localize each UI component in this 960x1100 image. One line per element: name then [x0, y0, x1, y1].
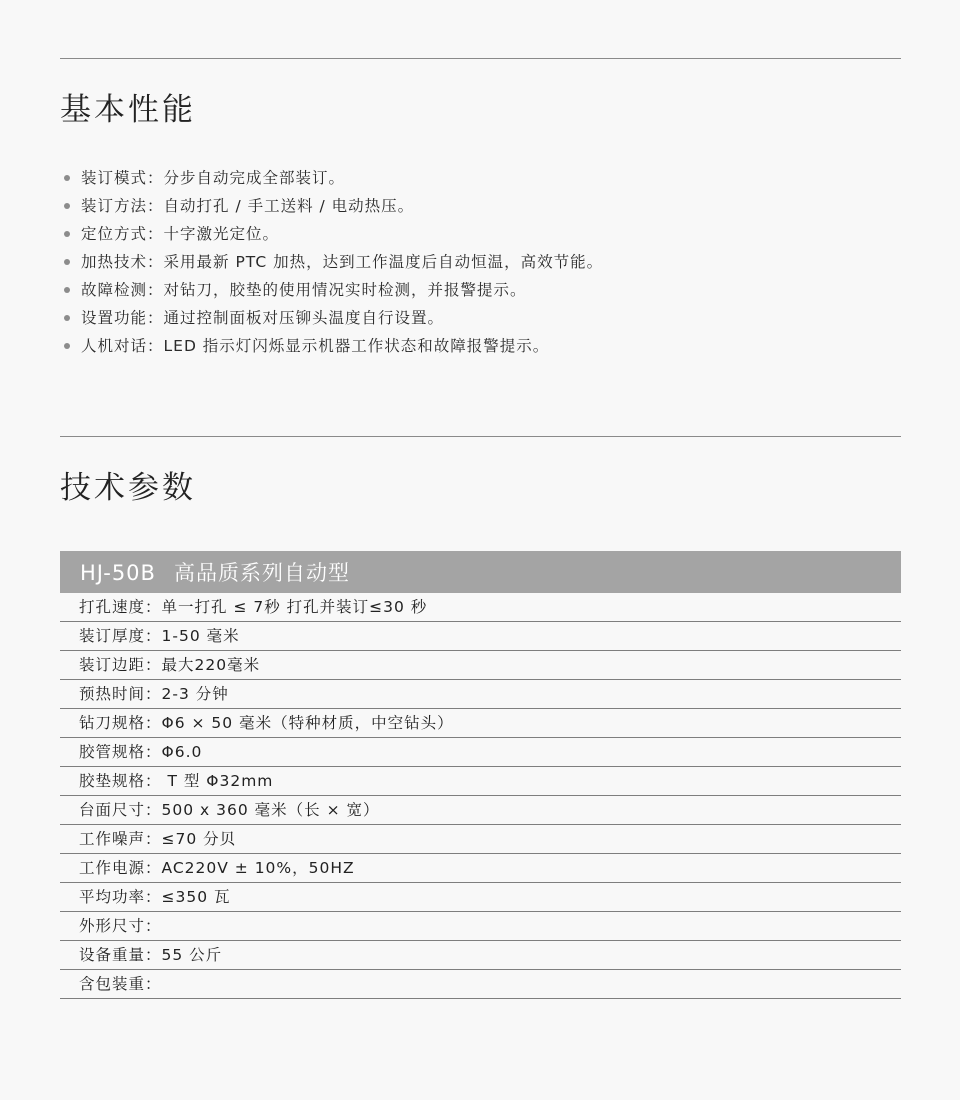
- feature-label: 人机对话：: [81, 337, 164, 355]
- bullet-icon: [64, 287, 70, 293]
- spec-label: 装订厚度：: [79, 627, 162, 645]
- bullet-icon: [64, 259, 70, 265]
- spec-label: 平均功率：: [79, 888, 162, 906]
- spec-row: [60, 854, 901, 883]
- feature-label: 定位方式：: [81, 225, 164, 243]
- feature-label: 装订模式：: [81, 169, 164, 187]
- feature-label: 加热技术：: [81, 253, 164, 271]
- spec-label: 胶垫规格：: [79, 772, 162, 790]
- spec-table-header: [60, 551, 901, 593]
- bullet-icon: [64, 231, 70, 237]
- spec-value: ≤70 分贝: [161, 830, 237, 848]
- feature-label: 故障检测：: [81, 281, 164, 299]
- feature-label: 装订方法：: [81, 197, 164, 215]
- top-divider: [60, 58, 901, 59]
- bullet-icon: [64, 203, 70, 209]
- feature-item: [60, 192, 603, 220]
- spec-label: 钻刀规格：: [79, 714, 162, 732]
- middle-divider: [60, 436, 901, 437]
- feature-value: 采用最新 PTC 加热，达到工作温度后自动恒温，高效节能。: [163, 253, 604, 271]
- spec-label: 工作噪声：: [79, 830, 162, 848]
- bullet-icon: [64, 175, 70, 181]
- feature-value: 对钻刀，胶垫的使用情况实时检测，并报警提示。: [163, 281, 527, 299]
- spec-row: [60, 883, 901, 912]
- spec-label: 工作电源：: [79, 859, 162, 877]
- spec-value: 单一打孔 ≤ 7秒 打孔并装订≤30 秒: [161, 598, 428, 616]
- spec-value: AC220V ± 10%，50HZ: [161, 859, 355, 877]
- spec-row: [60, 738, 901, 767]
- feature-label: 设置功能：: [81, 309, 164, 327]
- feature-value: 通过控制面板对压铆头温度自行设置。: [163, 309, 445, 327]
- spec-row: [60, 825, 901, 854]
- spec-row: [60, 970, 901, 999]
- spec-value: 1-50 毫米: [161, 627, 240, 645]
- spec-row: [60, 912, 901, 941]
- spec-row: [60, 796, 901, 825]
- feature-value: 分步自动完成全部装订。: [163, 169, 346, 187]
- series-name: 高品质系列自动型: [173, 561, 350, 585]
- spec-label: 打孔速度：: [79, 598, 162, 616]
- spec-value: Φ6.0: [161, 743, 203, 761]
- feature-item: [60, 332, 603, 360]
- spec-row: [60, 622, 901, 651]
- spec-value: T 型 Φ32mm: [161, 772, 274, 790]
- feature-value: 自动打孔 / 手工送料 / 电动热压。: [163, 197, 415, 215]
- spec-label: 装订边距：: [79, 656, 162, 674]
- feature-item: [60, 276, 603, 304]
- spec-row: [60, 593, 901, 622]
- spec-table: [60, 551, 901, 999]
- bullet-icon: [64, 343, 70, 349]
- spec-value: 2-3 分钟: [161, 685, 229, 703]
- spec-row: [60, 651, 901, 680]
- feature-item: [60, 248, 603, 276]
- spec-label: 台面尺寸：: [79, 801, 162, 819]
- feature-item: [60, 164, 603, 192]
- spec-value: ≤350 瓦: [161, 888, 231, 906]
- feature-list: [60, 164, 603, 360]
- feature-value: LED 指示灯闪烁显示机器工作状态和故障报警提示。: [163, 337, 550, 355]
- spec-label: 含包装重：: [79, 975, 162, 993]
- spec-row: [60, 767, 901, 796]
- bullet-icon: [64, 315, 70, 321]
- spec-label: 外形尺寸：: [79, 917, 162, 935]
- spec-value: 500 x 360 毫米（长 × 宽）: [161, 801, 380, 819]
- spec-label: 设备重量：: [79, 946, 162, 964]
- spec-label: 预热时间：: [79, 685, 162, 703]
- spec-value: 最大220毫米: [161, 656, 261, 674]
- spec-row: [60, 680, 901, 709]
- spec-value: 55 公斤: [161, 946, 223, 964]
- basic-performance-title: 基本性能: [60, 92, 196, 128]
- spec-label: 胶管规格：: [79, 743, 162, 761]
- model-number: HJ-50B: [80, 561, 156, 585]
- feature-item: [60, 304, 603, 332]
- spec-value: Φ6 × 50 毫米（特种材质，中空钻头）: [161, 714, 454, 732]
- feature-item: [60, 220, 603, 248]
- technical-params-title: 技术参数: [60, 470, 196, 506]
- feature-value: 十字激光定位。: [163, 225, 280, 243]
- spec-row: [60, 709, 901, 738]
- spec-row: [60, 941, 901, 970]
